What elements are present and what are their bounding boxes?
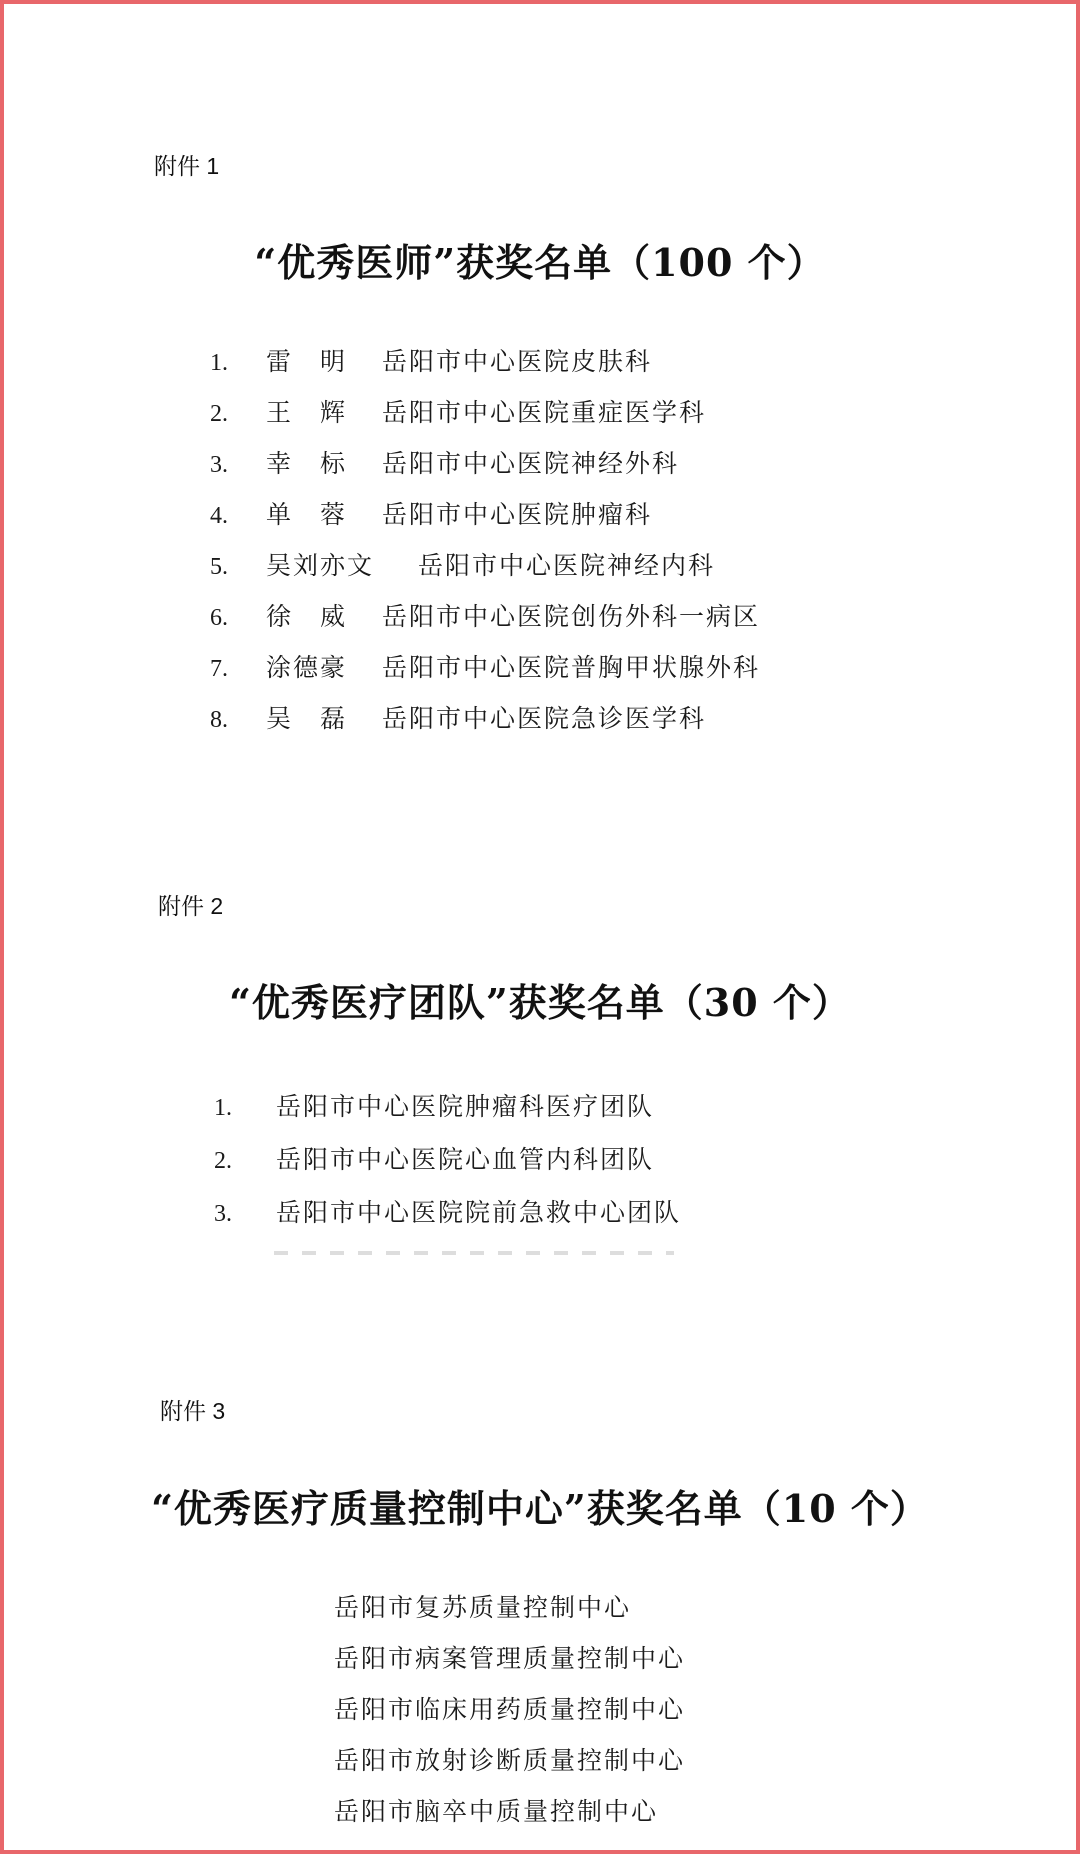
list-item: 岳阳市脑卒中质量控制中心 [334, 1797, 659, 1826]
team-name: 岳阳市中心医院心血管内科团队 [276, 1145, 655, 1174]
item-number: 6. [210, 605, 228, 631]
list-item: 岳阳市病案管理质量控制中心 [334, 1644, 686, 1673]
physician-name: 涂德豪 [266, 653, 348, 682]
item-number: 8. [210, 707, 228, 733]
physician-unit: 岳阳市中心医院神经内科 [418, 551, 716, 580]
list-item: 岳阳市复苏质量控制中心 [334, 1593, 632, 1622]
list-item [210, 397, 760, 448]
item-number: 1. [214, 1095, 232, 1121]
item-number: 1. [210, 350, 228, 376]
attachment-3-title: “优秀医疗质量控制中心”获奖名单（10 个） [151, 1486, 929, 1531]
item-number: 7. [210, 656, 228, 682]
list-item [210, 703, 760, 754]
excellent-teams-list [214, 1091, 681, 1250]
list-item [210, 346, 760, 397]
list-item: 岳阳市放射诊断质量控制中心 [334, 1746, 686, 1775]
team-name: 岳阳市中心医院肿瘤科医疗团队 [276, 1092, 655, 1121]
list-item: 岳阳市临床用药质量控制中心 [334, 1695, 686, 1724]
physician-unit: 岳阳市中心医院重症医学科 [382, 398, 707, 427]
physician-name: 幸 标 [266, 449, 348, 478]
physician-unit: 岳阳市中心医院皮肤科 [382, 347, 653, 376]
list-item [214, 1197, 681, 1250]
excellent-physicians-list [210, 346, 760, 754]
item-number: 2. [214, 1148, 232, 1174]
physician-name: 雷 明 [266, 347, 348, 376]
physician-unit: 岳阳市中心医院肿瘤科 [382, 500, 653, 529]
physician-name: 王 辉 [266, 398, 348, 427]
physician-name: 徐 威 [266, 602, 348, 631]
physician-name: 吴 磊 [266, 704, 348, 733]
quality-control-centers-list [334, 1592, 685, 1847]
physician-unit: 岳阳市中心医院神经外科 [382, 449, 680, 478]
attachment-2-title: “优秀医疗团队”获奖名单（30 个） [229, 980, 851, 1025]
list-item [214, 1144, 681, 1197]
physician-unit: 岳阳市中心医院普胸甲状腺外科 [382, 653, 761, 682]
attachment-1-label: 附件 1 [154, 153, 220, 179]
list-item [210, 448, 760, 499]
list-item [210, 601, 760, 652]
attachment-2-label: 附件 2 [158, 893, 224, 919]
physician-unit: 岳阳市中心医院创伤外科一病区 [382, 602, 761, 631]
physician-unit: 岳阳市中心医院急诊医学科 [382, 704, 707, 733]
physician-name: 单 蓉 [266, 500, 348, 529]
attachment-3-label: 附件 3 [160, 1398, 226, 1424]
physician-name: 吴刘亦文 [266, 551, 375, 580]
item-number: 3. [214, 1201, 232, 1227]
list-item [214, 1091, 681, 1144]
list-item [210, 499, 760, 550]
item-number: 5. [210, 554, 228, 580]
team-name: 岳阳市中心医院院前急救中心团队 [276, 1198, 682, 1227]
cropped-row-remnant [274, 1251, 674, 1255]
attachment-1-title: “优秀医师”获奖名单（100 个） [254, 240, 826, 285]
item-number: 2. [210, 401, 228, 427]
list-item [210, 550, 760, 601]
item-number: 4. [210, 503, 228, 529]
item-number: 3. [210, 452, 228, 478]
list-item [210, 652, 760, 703]
